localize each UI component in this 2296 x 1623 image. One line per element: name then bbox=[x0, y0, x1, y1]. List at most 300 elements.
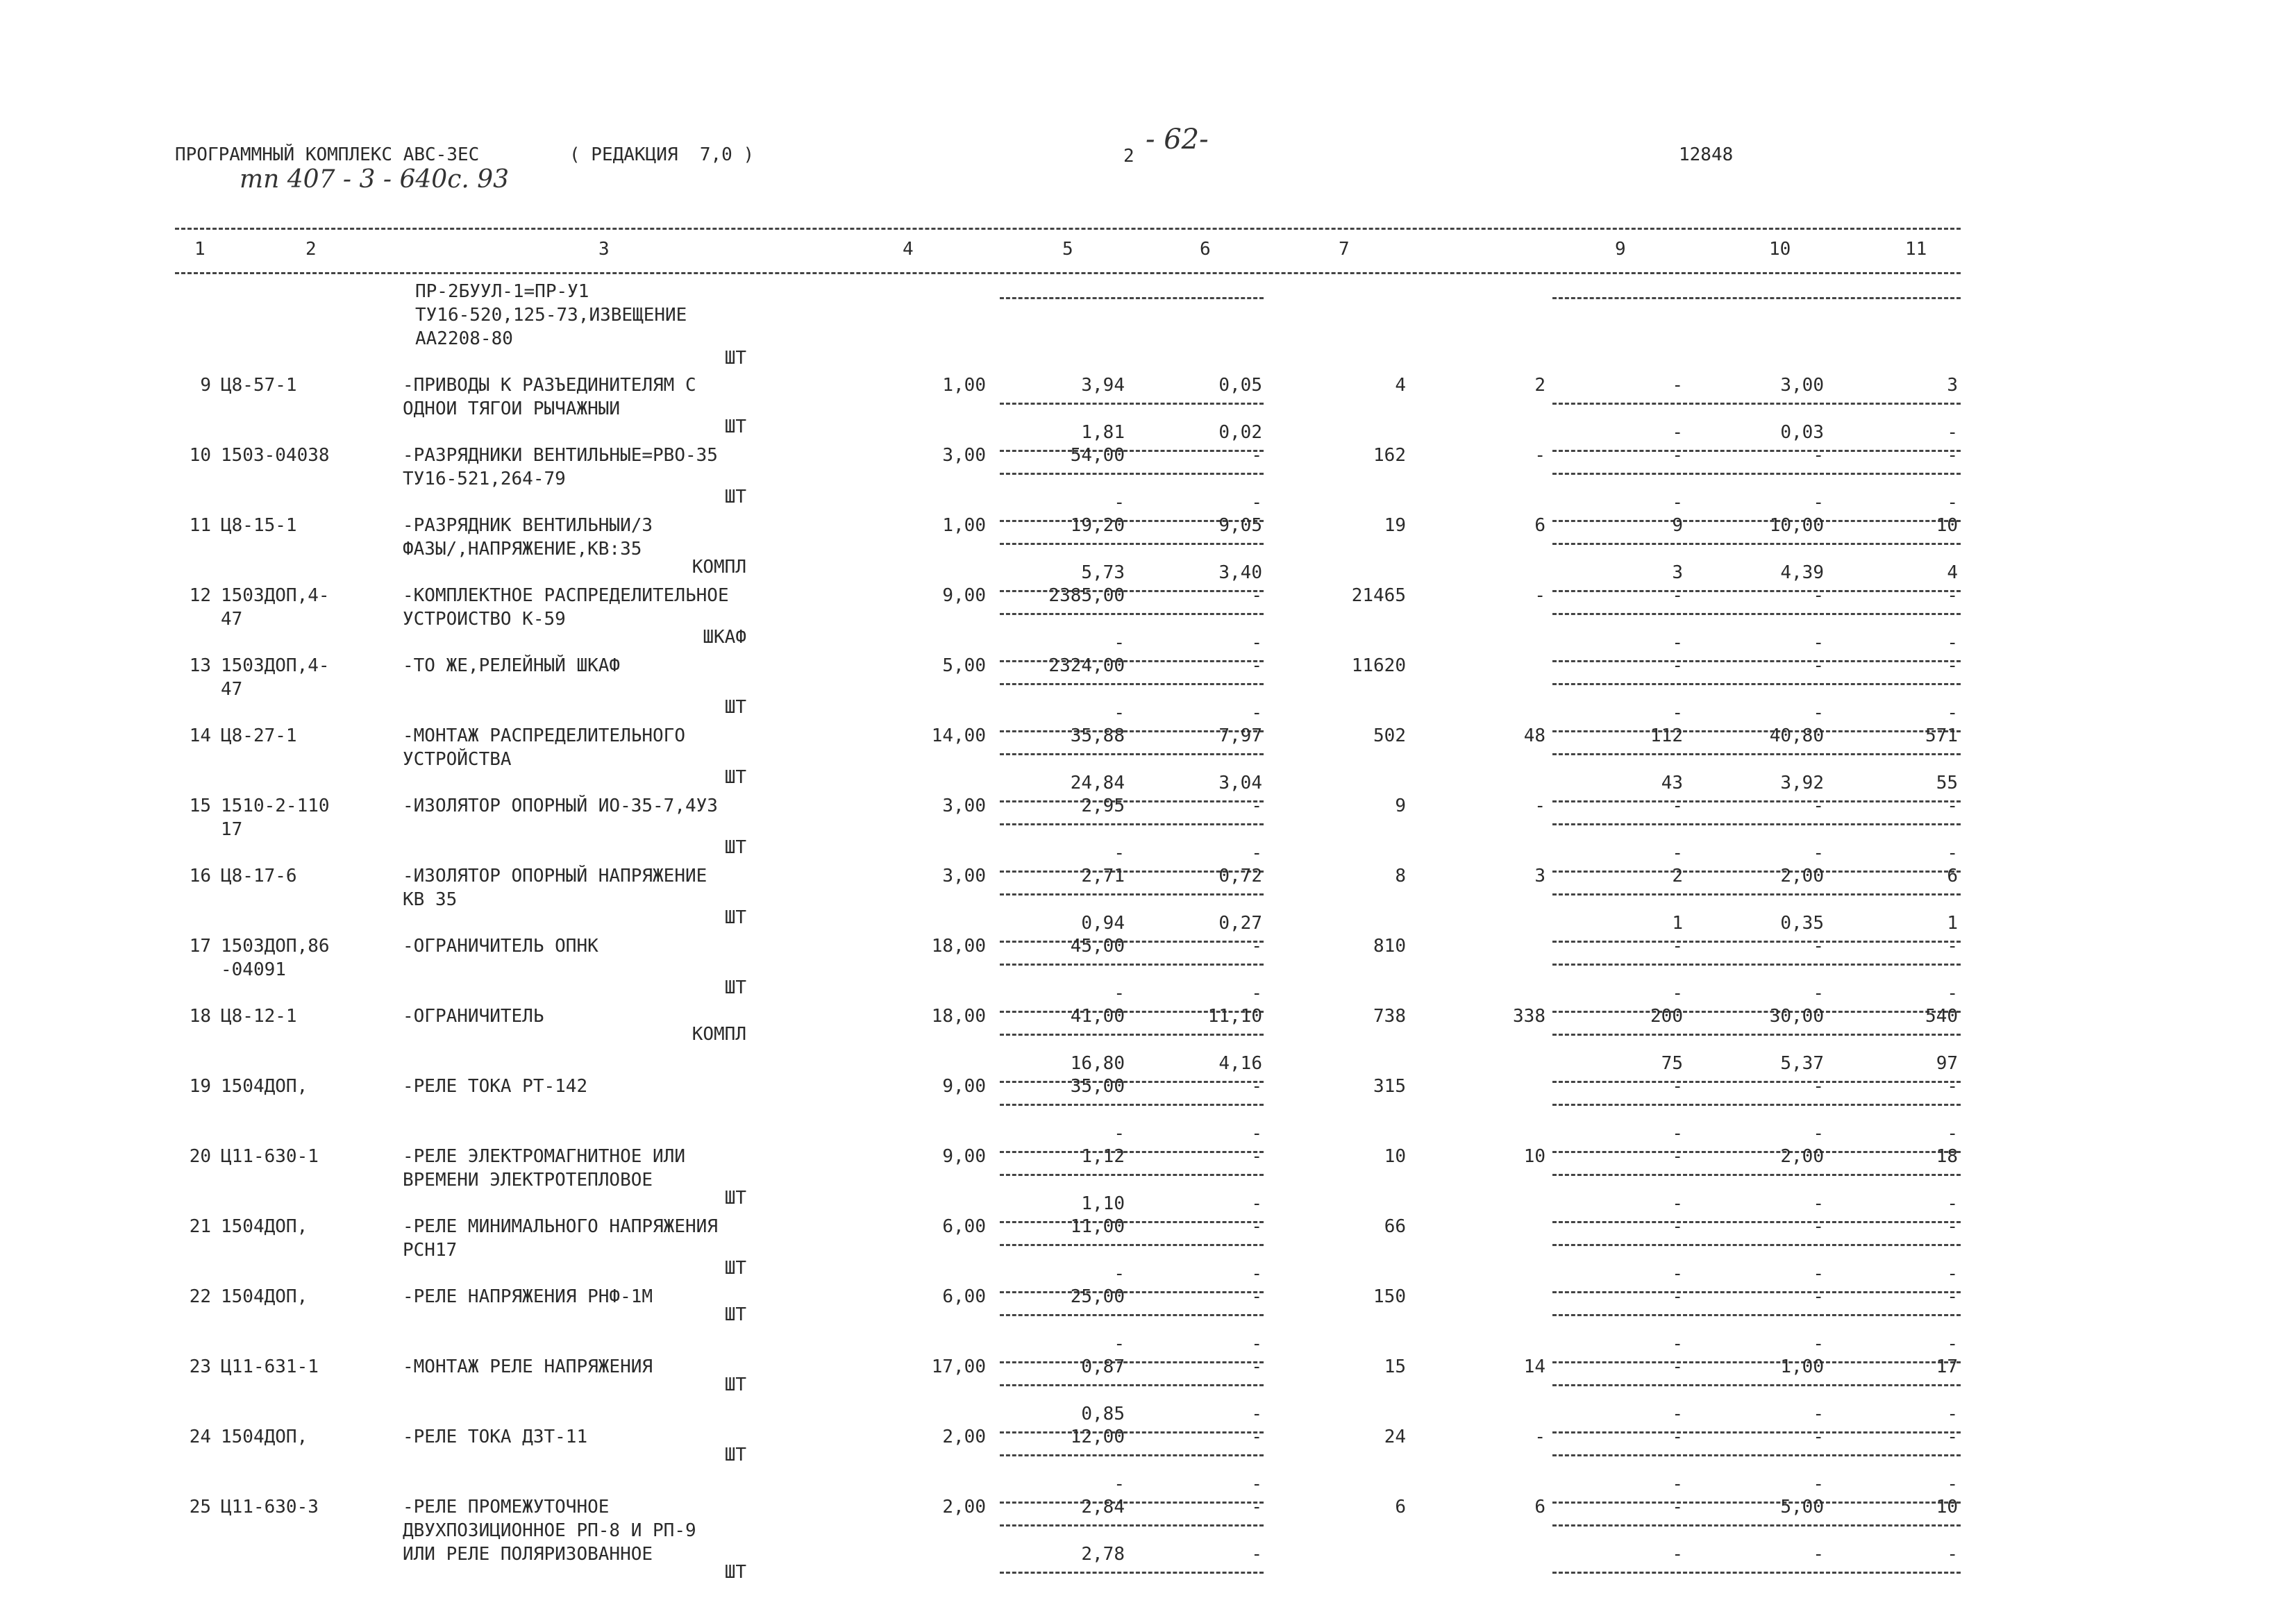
rule-911-mid bbox=[1552, 1384, 1961, 1386]
rule-56-mid bbox=[1000, 893, 1264, 895]
row-unit: ШТ bbox=[724, 697, 746, 718]
cell-quantity: 3,00 bbox=[942, 445, 986, 466]
cell-wages: 6 bbox=[1534, 1497, 1545, 1517]
cell-wages: 338 bbox=[1513, 1006, 1545, 1027]
row-number: 17 bbox=[189, 936, 211, 957]
cell-total-cost: 4 bbox=[1395, 375, 1406, 396]
cell-unit-wage: - bbox=[1114, 632, 1125, 653]
cell-quantity: 9,00 bbox=[942, 585, 986, 606]
cell-labor: - bbox=[1813, 936, 1824, 957]
cell-labor: 2,00 bbox=[1780, 866, 1824, 886]
cell-machine-cost: - bbox=[1251, 445, 1262, 466]
cell-quantity: 9,00 bbox=[942, 1076, 986, 1097]
cell-col9: - bbox=[1672, 1286, 1683, 1307]
row-code: Ц8-57-1 bbox=[221, 375, 297, 396]
cont-rule-56 bbox=[1000, 297, 1264, 299]
column-header-3: 3 bbox=[598, 239, 610, 260]
row-description: ВРЕМЕНИ ЭЛЕКТРОТЕПЛОВОЕ bbox=[403, 1170, 653, 1191]
cell-quantity: 18,00 bbox=[931, 1006, 986, 1027]
cell-labor-total-sub: - bbox=[1947, 632, 1958, 653]
cell-col9-sub: - bbox=[1672, 1544, 1683, 1565]
cell-labor: - bbox=[1813, 1427, 1824, 1447]
cell-labor-total-sub: 55 bbox=[1936, 773, 1958, 793]
cell-unit-cost: 41,00 bbox=[1070, 1006, 1125, 1027]
cell-quantity: 1,00 bbox=[942, 515, 986, 536]
cell-wages: 10 bbox=[1523, 1146, 1545, 1167]
row-description: -МОНТАЖ РАСПРЕДЕЛИТЕЛЬНОГО bbox=[403, 725, 685, 746]
cell-machine-cost: - bbox=[1251, 1076, 1262, 1097]
column-header-6: 6 bbox=[1200, 239, 1211, 260]
row-number: 15 bbox=[189, 796, 211, 816]
program-title: ПРОГРАММНЫЙ КОМПЛЕКС АВС-3ЕС bbox=[175, 144, 480, 165]
rule-911-mid bbox=[1552, 543, 1961, 545]
row-code: 1504ДОП, bbox=[221, 1216, 308, 1237]
cell-col9-sub: - bbox=[1672, 422, 1683, 443]
column-header-2: 2 bbox=[305, 239, 317, 260]
row-description: КВ 35 bbox=[403, 889, 458, 910]
cell-labor-total: 10 bbox=[1936, 515, 1958, 536]
cell-col9-sub: - bbox=[1672, 1334, 1683, 1354]
cell-total-cost: 9 bbox=[1395, 796, 1406, 816]
cell-col9: - bbox=[1672, 1497, 1683, 1517]
cell-labor-total-sub: - bbox=[1947, 1334, 1958, 1354]
cell-labor-total-sub: - bbox=[1947, 492, 1958, 513]
cell-labor-sub: 0,35 bbox=[1780, 913, 1824, 934]
cell-machine-wage: - bbox=[1251, 1404, 1262, 1424]
row-description: -ИЗОЛЯТОР ОПОРНЫЙ НАПРЯЖЕНИЕ bbox=[403, 866, 707, 886]
cell-unit-cost: 25,00 bbox=[1070, 1286, 1125, 1307]
cell-total-cost: 6 bbox=[1395, 1497, 1406, 1517]
column-header-4: 4 bbox=[903, 239, 914, 260]
cell-machine-wage: - bbox=[1251, 703, 1262, 723]
rule-911-mid bbox=[1552, 1034, 1961, 1036]
row-number: 22 bbox=[189, 1286, 211, 1307]
cell-labor: 5,00 bbox=[1780, 1497, 1824, 1517]
cell-unit-wage: 1,10 bbox=[1081, 1193, 1125, 1214]
continued-description-line: ПР-2БУУЛ-1=ПР-У1 bbox=[415, 281, 589, 302]
cell-col9-sub: - bbox=[1672, 632, 1683, 653]
cell-total-cost: 24 bbox=[1384, 1427, 1406, 1447]
cell-labor-total-sub: - bbox=[1947, 703, 1958, 723]
cell-machine-wage: 3,04 bbox=[1218, 773, 1262, 793]
cell-col9-sub: 75 bbox=[1661, 1053, 1683, 1074]
cell-col9: - bbox=[1672, 1076, 1683, 1097]
document-number: 12848 bbox=[1679, 144, 1734, 165]
rule-911-mid bbox=[1552, 893, 1961, 895]
cell-machine-cost: 7,97 bbox=[1218, 725, 1262, 746]
cell-labor-sub: - bbox=[1813, 1404, 1824, 1424]
cell-quantity: 1,00 bbox=[942, 375, 986, 396]
rule-56-mid bbox=[1000, 823, 1264, 825]
cell-labor-total: - bbox=[1947, 1427, 1958, 1447]
rule-911-mid bbox=[1552, 1244, 1961, 1246]
row-description: -ТО ЖЕ,РЕЛЕЙНЫЙ ШКАФ bbox=[403, 655, 621, 676]
cell-col9: - bbox=[1672, 445, 1683, 466]
cell-total-cost: 15 bbox=[1384, 1356, 1406, 1377]
cell-unit-wage: - bbox=[1114, 983, 1125, 1004]
cell-col9: 9 bbox=[1672, 515, 1683, 536]
cell-quantity: 5,00 bbox=[942, 655, 986, 676]
rule-56-mid bbox=[1000, 1384, 1264, 1386]
row-unit: ШКАФ bbox=[703, 627, 746, 648]
continued-description-line: ТУ16-520,125-73,ИЗВЕЩЕНИЕ bbox=[415, 305, 687, 326]
rule-56-mid bbox=[1000, 753, 1264, 755]
cell-labor: 30,00 bbox=[1769, 1006, 1824, 1027]
cell-col9-sub: - bbox=[1672, 843, 1683, 864]
cell-total-cost: 162 bbox=[1373, 445, 1406, 466]
cell-labor-total: - bbox=[1947, 445, 1958, 466]
cell-labor-total: 18 bbox=[1936, 1146, 1958, 1167]
cell-machine-wage: - bbox=[1251, 1123, 1262, 1144]
cell-col9-sub: - bbox=[1672, 1404, 1683, 1424]
row-description: -КОМПЛЕКТНОЕ РАСПРЕДЕЛИТЕЛЬНОЕ bbox=[403, 585, 729, 606]
header-rule-bottom bbox=[175, 272, 1961, 274]
cell-col9-sub: - bbox=[1672, 1193, 1683, 1214]
row-description: ОДНОИ ТЯГОИ РЫЧАЖНЫИ bbox=[403, 398, 621, 419]
cell-col9-sub: - bbox=[1672, 983, 1683, 1004]
cell-labor-total-sub: - bbox=[1947, 1263, 1958, 1284]
cell-unit-cost: 0,87 bbox=[1081, 1356, 1125, 1377]
cell-col9: - bbox=[1672, 585, 1683, 606]
cell-labor-total-sub: - bbox=[1947, 1123, 1958, 1144]
cell-machine-cost: - bbox=[1251, 1427, 1262, 1447]
rule-56-bot bbox=[1000, 1572, 1264, 1574]
rule-56-mid bbox=[1000, 1244, 1264, 1246]
cell-unit-wage: - bbox=[1114, 843, 1125, 864]
row-code: Ц8-12-1 bbox=[221, 1006, 297, 1027]
cell-labor: 10,00 bbox=[1769, 515, 1824, 536]
cell-unit-cost: 3,94 bbox=[1081, 375, 1125, 396]
row-unit: ШТ bbox=[724, 977, 746, 998]
cell-total-cost: 810 bbox=[1373, 936, 1406, 957]
cell-machine-wage: - bbox=[1251, 843, 1262, 864]
cell-machine-wage: - bbox=[1251, 1193, 1262, 1214]
cell-col9: - bbox=[1672, 655, 1683, 676]
cell-labor: - bbox=[1813, 445, 1824, 466]
cell-machine-cost: 0,05 bbox=[1218, 375, 1262, 396]
rule-56-mid bbox=[1000, 403, 1264, 405]
row-unit: ШТ bbox=[724, 1258, 746, 1279]
rule-911-bot bbox=[1552, 1572, 1961, 1574]
row-description: -РЕЛЕ ТОКА РТ-142 bbox=[403, 1076, 588, 1097]
cell-labor-total: 17 bbox=[1936, 1356, 1958, 1377]
row-description: ИЛИ РЕЛЕ ПОЛЯРИЗОВАННОЕ bbox=[403, 1544, 653, 1565]
cell-quantity: 17,00 bbox=[931, 1356, 986, 1377]
row-code: Ц8-27-1 bbox=[221, 725, 297, 746]
cell-labor: - bbox=[1813, 1216, 1824, 1237]
cell-machine-wage: - bbox=[1251, 1544, 1262, 1565]
cell-unit-wage: 5,73 bbox=[1081, 562, 1125, 583]
cell-total-cost: 21465 bbox=[1351, 585, 1406, 606]
cell-labor-total: 3 bbox=[1947, 375, 1958, 396]
row-description: -РЕЛЕ МИНИМАЛЬНОГО НАПРЯЖЕНИЯ bbox=[403, 1216, 718, 1237]
row-unit: ШТ bbox=[724, 1188, 746, 1209]
cont-rule-911 bbox=[1552, 297, 1961, 299]
cell-labor-total: - bbox=[1947, 936, 1958, 957]
cell-labor-sub: - bbox=[1813, 703, 1824, 723]
row-description: -РЕЛЕ НАПРЯЖЕНИЯ РНФ-1М bbox=[403, 1286, 653, 1307]
cell-labor: - bbox=[1813, 796, 1824, 816]
cell-wages: 48 bbox=[1523, 725, 1545, 746]
cell-col9-sub: - bbox=[1672, 703, 1683, 723]
rule-911-mid bbox=[1552, 1104, 1961, 1106]
row-code: 1503ДОП,4- bbox=[221, 585, 330, 606]
cell-total-cost: 19 bbox=[1384, 515, 1406, 536]
cell-machine-cost: - bbox=[1251, 1146, 1262, 1167]
cell-wages: - bbox=[1534, 445, 1545, 466]
cell-labor: - bbox=[1813, 655, 1824, 676]
row-description: УСТРОЙСТВА bbox=[403, 749, 512, 770]
cell-machine-cost: - bbox=[1251, 1356, 1262, 1377]
rule-56-mid bbox=[1000, 964, 1264, 966]
cell-labor-sub: 4,39 bbox=[1780, 562, 1824, 583]
cell-col9: 2 bbox=[1672, 866, 1683, 886]
cell-quantity: 3,00 bbox=[942, 796, 986, 816]
row-code: Ц11-630-1 bbox=[221, 1146, 319, 1167]
cell-wages: 2 bbox=[1534, 375, 1545, 396]
row-description: -ПРИВОДЫ К РАЗЪЕДИНИТЕЛЯМ С bbox=[403, 375, 696, 396]
cell-unit-wage: 0,85 bbox=[1081, 1404, 1125, 1424]
rule-56-mid bbox=[1000, 613, 1264, 615]
row-description: ДВУХПОЗИЦИОННОЕ РП-8 И РП-9 bbox=[403, 1520, 696, 1541]
cell-labor: - bbox=[1813, 585, 1824, 606]
row-number: 11 bbox=[189, 515, 211, 536]
cell-machine-wage: 0,02 bbox=[1218, 422, 1262, 443]
cell-unit-cost: 45,00 bbox=[1070, 936, 1125, 957]
column-header-11: 11 bbox=[1905, 239, 1927, 260]
row-unit: ШТ bbox=[724, 417, 746, 437]
rule-911-mid bbox=[1552, 1454, 1961, 1456]
cell-col9-sub: 43 bbox=[1661, 773, 1683, 793]
row-unit: ШТ bbox=[724, 1562, 746, 1583]
cell-machine-wage: - bbox=[1251, 1474, 1262, 1495]
cell-col9-sub: - bbox=[1672, 1123, 1683, 1144]
row-code: 1504ДОП, bbox=[221, 1076, 308, 1097]
cell-total-cost: 502 bbox=[1373, 725, 1406, 746]
cell-labor-total: 10 bbox=[1936, 1497, 1958, 1517]
rule-911-mid bbox=[1552, 1524, 1961, 1527]
cell-unit-cost: 1,12 bbox=[1081, 1146, 1125, 1167]
row-unit: КОМПЛ bbox=[692, 557, 746, 578]
row-code: 1503ДОП,4- bbox=[221, 655, 330, 676]
row-unit: КОМПЛ bbox=[692, 1024, 746, 1045]
cell-labor-sub: - bbox=[1813, 843, 1824, 864]
row-number: 24 bbox=[189, 1427, 211, 1447]
row-description: УСТРОИСТВО К-59 bbox=[403, 609, 566, 630]
cell-unit-wage: - bbox=[1114, 492, 1125, 513]
row-description: -МОНТАЖ РЕЛЕ НАПРЯЖЕНИЯ bbox=[403, 1356, 653, 1377]
row-number: 20 bbox=[189, 1146, 211, 1167]
cell-labor-sub: - bbox=[1813, 492, 1824, 513]
cell-col9: - bbox=[1672, 1216, 1683, 1237]
cell-machine-cost: - bbox=[1251, 1286, 1262, 1307]
row-number: 12 bbox=[189, 585, 211, 606]
cell-total-cost: 738 bbox=[1373, 1006, 1406, 1027]
cell-unit-wage: 1,81 bbox=[1081, 422, 1125, 443]
cell-labor-total: - bbox=[1947, 1076, 1958, 1097]
cell-machine-cost: - bbox=[1251, 655, 1262, 676]
handwritten-page-number: - 62- bbox=[1146, 124, 1209, 155]
cell-machine-wage: 3,40 bbox=[1218, 562, 1262, 583]
cell-labor: 1,00 bbox=[1780, 1356, 1824, 1377]
cell-labor-sub: - bbox=[1813, 1474, 1824, 1495]
row-number: 9 bbox=[200, 375, 211, 396]
row-unit: ШТ bbox=[724, 1374, 746, 1395]
row-number: 25 bbox=[189, 1497, 211, 1517]
cell-labor: - bbox=[1813, 1076, 1824, 1097]
column-header-7: 7 bbox=[1339, 239, 1350, 260]
cell-machine-cost: 9,05 bbox=[1218, 515, 1262, 536]
cell-total-cost: 66 bbox=[1384, 1216, 1406, 1237]
cell-labor-total-sub: - bbox=[1947, 1404, 1958, 1424]
cell-labor-total: - bbox=[1947, 1286, 1958, 1307]
cell-labor-total: - bbox=[1947, 796, 1958, 816]
cell-wages: - bbox=[1534, 796, 1545, 816]
cell-quantity: 9,00 bbox=[942, 1146, 986, 1167]
cell-machine-wage: - bbox=[1251, 632, 1262, 653]
cell-labor-total: 6 bbox=[1947, 866, 1958, 886]
cell-col9-sub: - bbox=[1672, 1474, 1683, 1495]
cell-wages: - bbox=[1534, 585, 1545, 606]
header-rule-top bbox=[175, 228, 1961, 230]
row-code: 1503ДОП,86 bbox=[221, 936, 330, 957]
cell-labor-sub: 3,92 bbox=[1780, 773, 1824, 793]
row-unit: ШТ bbox=[724, 907, 746, 928]
cell-quantity: 2,00 bbox=[942, 1497, 986, 1517]
cell-labor-total-sub: - bbox=[1947, 1193, 1958, 1214]
row-description: РСН17 bbox=[403, 1240, 458, 1261]
rule-911-mid bbox=[1552, 613, 1961, 615]
cell-machine-cost: - bbox=[1251, 1216, 1262, 1237]
row-code: Ц8-15-1 bbox=[221, 515, 297, 536]
cell-unit-cost: 11,00 bbox=[1070, 1216, 1125, 1237]
cell-quantity: 18,00 bbox=[931, 936, 986, 957]
cell-labor-total: - bbox=[1947, 585, 1958, 606]
row-code: 17 bbox=[221, 819, 243, 840]
cell-labor-total-sub: - bbox=[1947, 983, 1958, 1004]
cell-machine-cost: 0,72 bbox=[1218, 866, 1262, 886]
cell-labor-sub: 0,03 bbox=[1780, 422, 1824, 443]
page-number: 2 bbox=[1123, 146, 1134, 167]
rule-56-mid bbox=[1000, 473, 1264, 475]
column-header-1: 1 bbox=[194, 239, 206, 260]
cell-labor-total-sub: - bbox=[1947, 843, 1958, 864]
row-description: ФАЗЫ/,НАПРЯЖЕНИЕ,КВ:35 bbox=[403, 539, 642, 560]
cell-total-cost: 11620 bbox=[1351, 655, 1406, 676]
cell-labor: 40,80 bbox=[1769, 725, 1824, 746]
cell-col9-sub: 3 bbox=[1672, 562, 1683, 583]
rule-911-mid bbox=[1552, 683, 1961, 685]
row-code: 1503-04038 bbox=[221, 445, 330, 466]
row-number: 16 bbox=[189, 866, 211, 886]
cell-col9: - bbox=[1672, 1427, 1683, 1447]
cell-labor-total: 540 bbox=[1925, 1006, 1958, 1027]
cell-quantity: 3,00 bbox=[942, 866, 986, 886]
cell-col9: 112 bbox=[1650, 725, 1683, 746]
cell-col9: - bbox=[1672, 375, 1683, 396]
row-unit: ШТ bbox=[724, 837, 746, 858]
cell-labor-total: - bbox=[1947, 1216, 1958, 1237]
rule-56-mid bbox=[1000, 683, 1264, 685]
cell-wages: 3 bbox=[1534, 866, 1545, 886]
cell-col9: - bbox=[1672, 796, 1683, 816]
rule-56-mid bbox=[1000, 1314, 1264, 1316]
row-number: 18 bbox=[189, 1006, 211, 1027]
row-description: -ОГРАНИЧИТЕЛЬ bbox=[403, 1006, 544, 1027]
row-code: Ц11-630-3 bbox=[221, 1497, 319, 1517]
cell-wages: 6 bbox=[1534, 515, 1545, 536]
cell-machine-cost: - bbox=[1251, 1497, 1262, 1517]
cell-unit-wage: 2,78 bbox=[1081, 1544, 1125, 1565]
rule-911-mid bbox=[1552, 964, 1961, 966]
cell-labor-sub: - bbox=[1813, 983, 1824, 1004]
cell-labor-sub: 5,37 bbox=[1780, 1053, 1824, 1074]
row-description: -РЕЛЕ ЭЛЕКТРОМАГНИТНОЕ ИЛИ bbox=[403, 1146, 685, 1167]
cell-unit-wage: 16,80 bbox=[1070, 1053, 1125, 1074]
cell-col9: 200 bbox=[1650, 1006, 1683, 1027]
cell-labor-total-sub: 97 bbox=[1936, 1053, 1958, 1074]
cell-labor-sub: - bbox=[1813, 1334, 1824, 1354]
cell-quantity: 6,00 bbox=[942, 1216, 986, 1237]
cell-wages: - bbox=[1534, 1427, 1545, 1447]
cell-machine-cost: - bbox=[1251, 585, 1262, 606]
cell-unit-cost: 2,71 bbox=[1081, 866, 1125, 886]
cell-unit-cost: 2,95 bbox=[1081, 796, 1125, 816]
cell-unit-cost: 2,84 bbox=[1081, 1497, 1125, 1517]
cell-unit-wage: - bbox=[1114, 1263, 1125, 1284]
row-description: ТУ16-521,264-79 bbox=[403, 469, 566, 489]
cell-labor-total: 571 bbox=[1925, 725, 1958, 746]
column-header-10: 10 bbox=[1769, 239, 1791, 260]
continued-unit: ШТ bbox=[724, 348, 746, 369]
row-number: 19 bbox=[189, 1076, 211, 1097]
cell-labor-sub: - bbox=[1813, 1193, 1824, 1214]
rule-911-mid bbox=[1552, 1314, 1961, 1316]
rule-911-mid bbox=[1552, 823, 1961, 825]
cell-col9: - bbox=[1672, 1146, 1683, 1167]
cell-machine-wage: - bbox=[1251, 1334, 1262, 1354]
row-description: -РАЗРЯДНИК ВЕНТИЛЬНЫИ/3 bbox=[403, 515, 653, 536]
row-number: 13 bbox=[189, 655, 211, 676]
row-description: -РЕЛЕ ТОКА ДЗТ-11 bbox=[403, 1427, 588, 1447]
cell-labor: - bbox=[1813, 1286, 1824, 1307]
row-description: -РЕЛЕ ПРОМЕЖУТОЧНОЕ bbox=[403, 1497, 610, 1517]
cell-quantity: 6,00 bbox=[942, 1286, 986, 1307]
row-number: 14 bbox=[189, 725, 211, 746]
rule-911-mid bbox=[1552, 753, 1961, 755]
cell-labor-total-sub: - bbox=[1947, 1474, 1958, 1495]
cell-unit-cost: 12,00 bbox=[1070, 1427, 1125, 1447]
row-unit: ШТ bbox=[724, 767, 746, 788]
row-number: 21 bbox=[189, 1216, 211, 1237]
cell-machine-wage: 4,16 bbox=[1218, 1053, 1262, 1074]
row-description: -РАЗРЯДНИКИ ВЕНТИЛЬНЫЕ=РВО-35 bbox=[403, 445, 718, 466]
cell-labor-total-sub: 1 bbox=[1947, 913, 1958, 934]
row-unit: ШТ bbox=[724, 1445, 746, 1465]
cell-unit-wage: - bbox=[1114, 1123, 1125, 1144]
cell-unit-cost: 2385,00 bbox=[1048, 585, 1125, 606]
cell-labor-sub: - bbox=[1813, 1123, 1824, 1144]
cell-unit-cost: 2324,00 bbox=[1048, 655, 1125, 676]
cell-col9: - bbox=[1672, 936, 1683, 957]
cell-labor: 3,00 bbox=[1780, 375, 1824, 396]
cell-labor-sub: - bbox=[1813, 1263, 1824, 1284]
cell-machine-cost: 11,10 bbox=[1207, 1006, 1262, 1027]
cell-quantity: 14,00 bbox=[931, 725, 986, 746]
cell-labor-total-sub: - bbox=[1947, 422, 1958, 443]
cell-unit-wage: - bbox=[1114, 703, 1125, 723]
cell-unit-wage: 24,84 bbox=[1070, 773, 1125, 793]
